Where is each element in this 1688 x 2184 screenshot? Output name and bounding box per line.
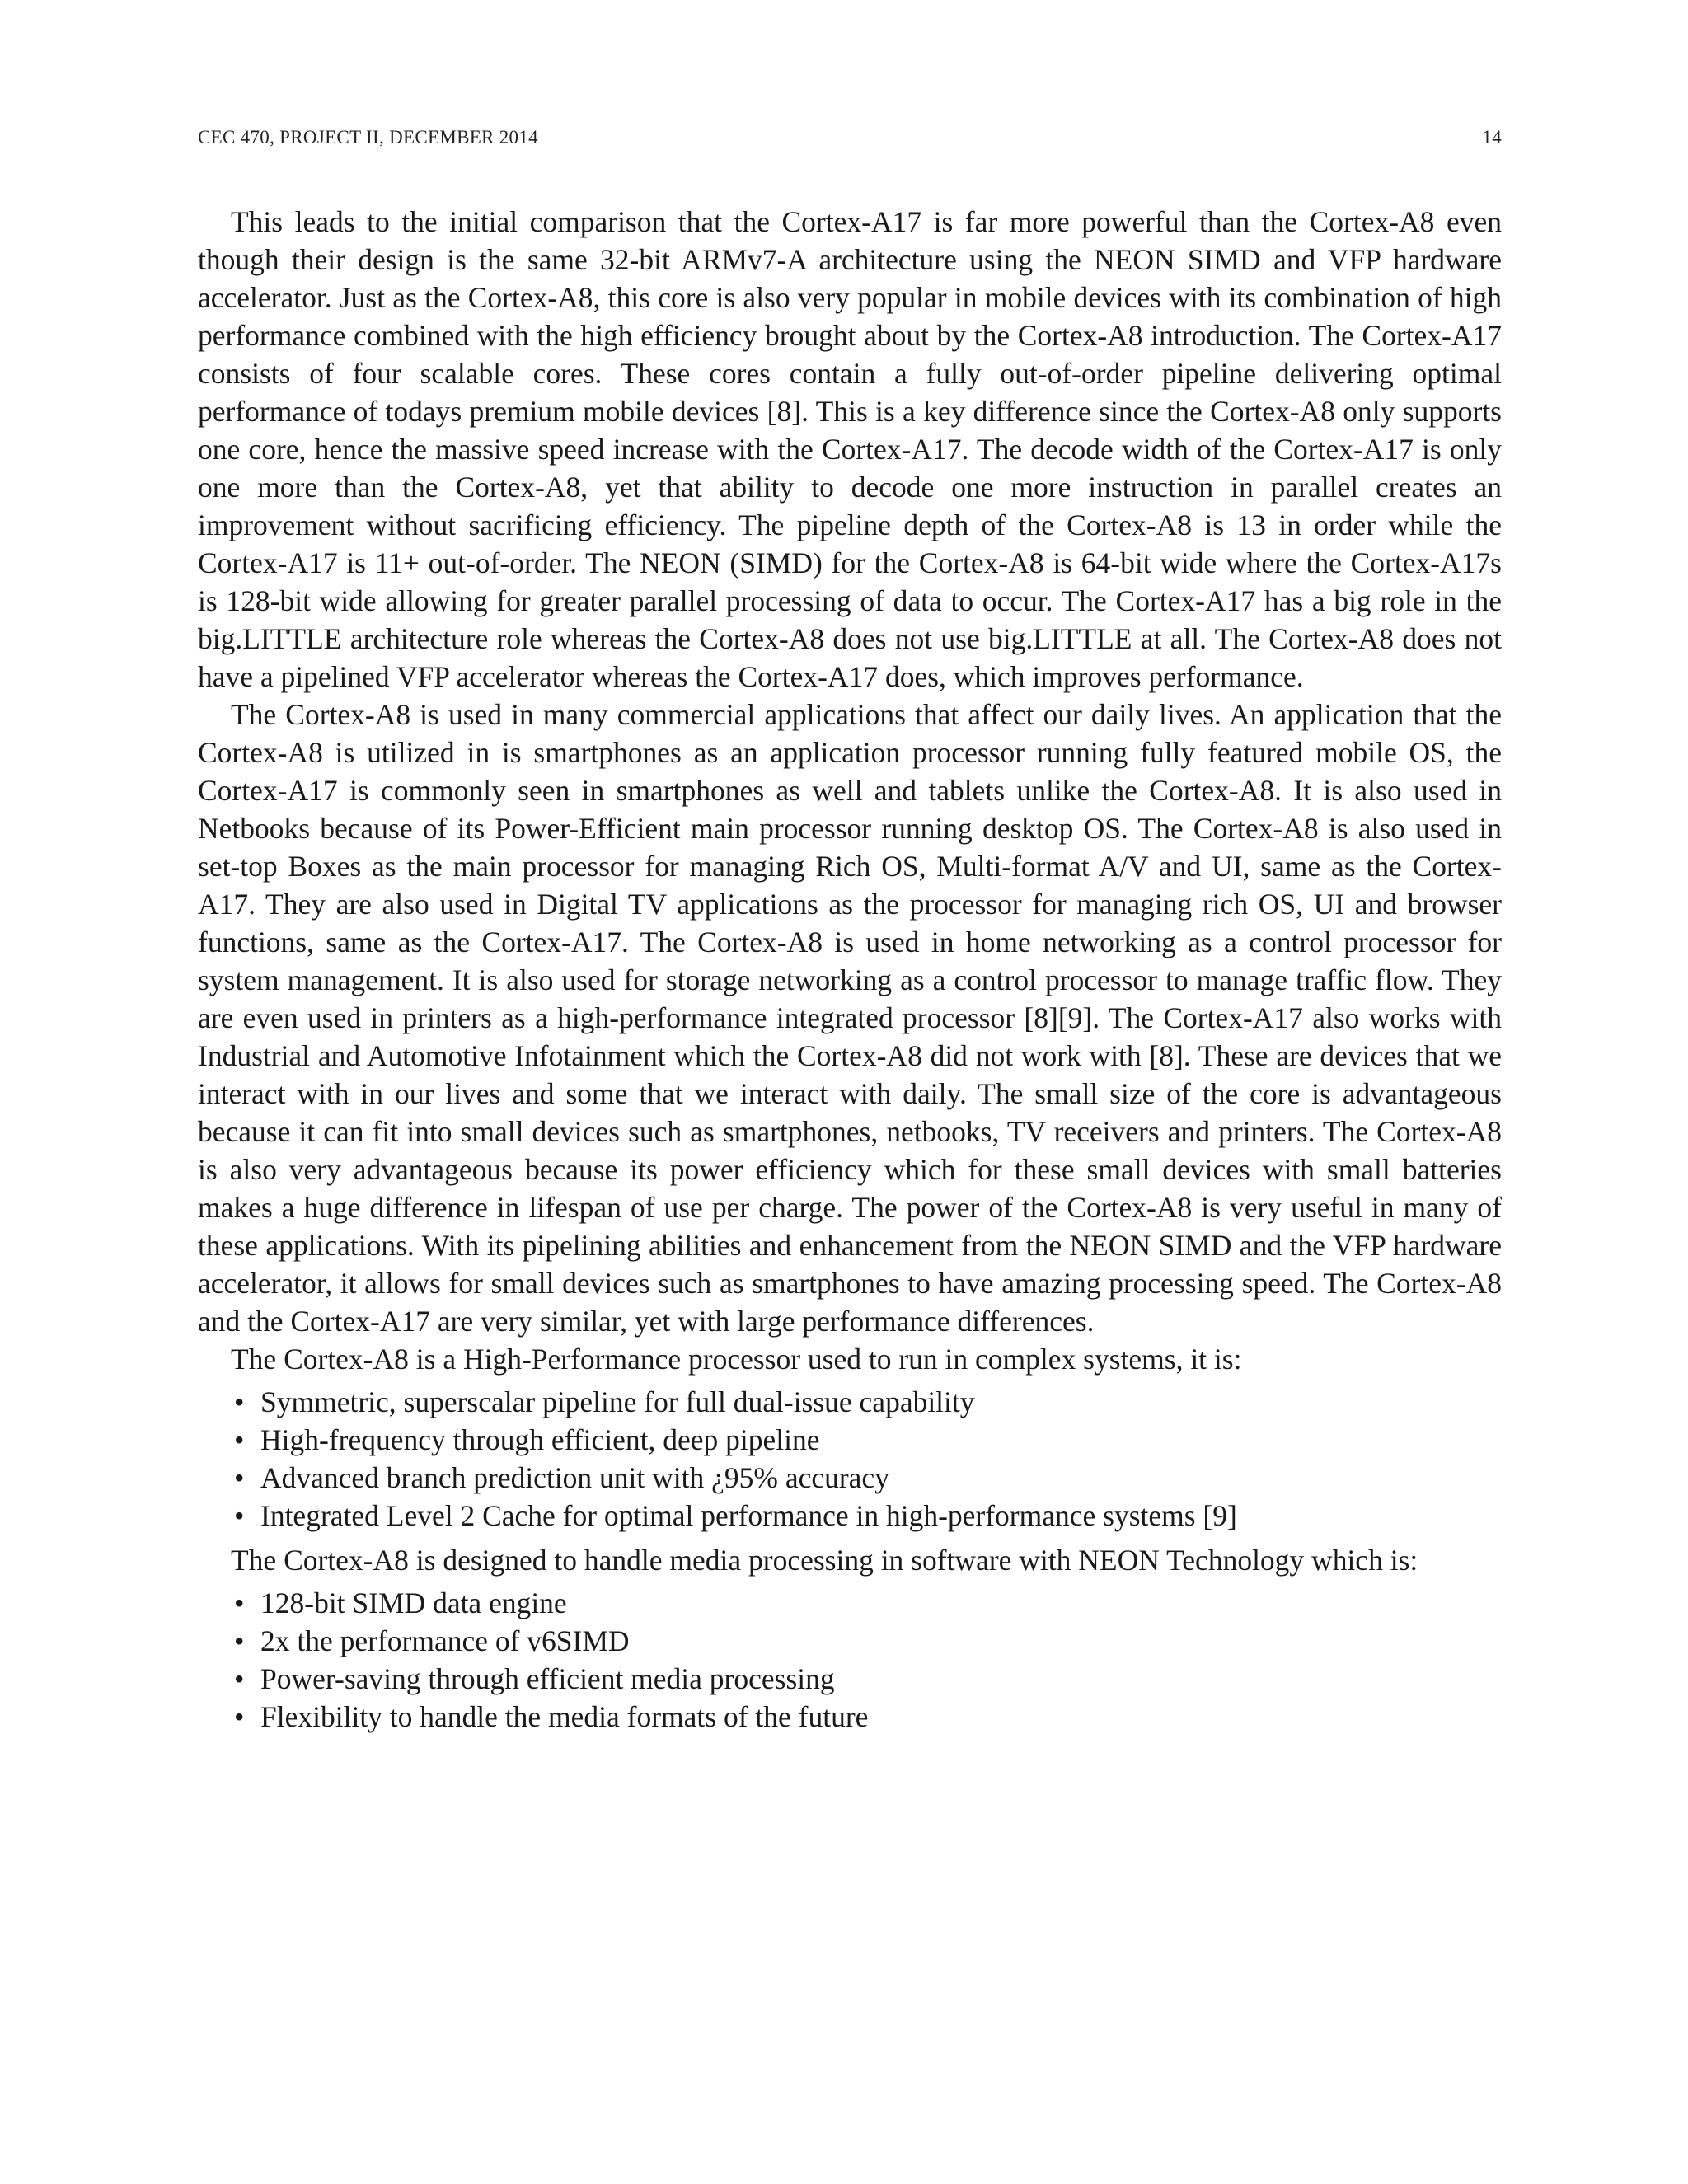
bullet-icon: •: [234, 1423, 245, 1456]
list-item: [231, 1459, 1502, 1497]
header-title: CEC 470, PROJECT II, DECEMBER 2014: [198, 127, 538, 148]
list-item: [231, 1660, 1502, 1698]
list-item-text: Flexibility to handle the media formats of the future: [260, 1700, 869, 1733]
paragraph-high-performance-intro: The Cortex-A8 is a High-Performance processor used to run in complex systems, it is:: [231, 1343, 1242, 1376]
bullet-icon: •: [234, 1385, 245, 1418]
page-number: 14: [1482, 127, 1502, 148]
list-item-text: Power-saving through efficient media processing: [260, 1662, 835, 1695]
paragraph-applications: The Cortex-A8 is used in many commercial applications that affect our daily lives. An application that the Cortex-A8 is utilized in is smartphones as an application processor running fully featured mobile OS, the Cortex-A17 is commonly seen in smartphones as well and tablets unlike the Cortex-A8. It is also used in Netbooks because of its Power-Efficient main processor running desktop OS. The Cortex-A8 is also used in set-top Boxes as the main processor for managing Rich OS, Multi-format A/V and UI, same as the Cortex-A17. They are also used in Digital TV applications as the processor for managing rich OS, UI and browser functions, same as the Cortex-A17. The Cortex-A8 is used in home networking as a control processor for system management. It is also used for storage networking as a control processor to manage traffic flow. They are even used in printers as a high-performance integrated processor [8][9]. The Cortex-A17 also works with Industrial and Automotive Infotainment which the Cortex-A8 did not work with [8]. These are devices that we interact with in our lives and some that we interact with daily. The small size of the core is advantageous because it can fit into small devices such as smartphones, netbooks, TV receivers and printers. The Cortex-A8 is also very advantageous because its power efficiency which for these small devices with small batteries makes a huge difference in lifespan of use per charge. The power of the Cortex-A8 is very useful in many of these applications. With its pipelining abilities and enhancement from the NEON SIMD and the VFP hardware accelerator, it allows for small devices such as smartphones to have amazing processing speed. The Cortex-A8 and the Cortex-A17 are very similar, yet with large performance differences.: [198, 698, 1502, 1338]
high-performance-feature-list: [198, 1383, 1502, 1535]
list-item-text: Symmetric, superscalar pipeline for full dual-issue capability: [260, 1385, 975, 1418]
list-item-text: Advanced branch prediction unit with ¿95% accuracy: [260, 1461, 889, 1494]
bullet-icon: •: [234, 1700, 245, 1733]
neon-feature-list: [198, 1584, 1502, 1736]
paragraph-comparison: This leads to the initial comparison that the Cortex-A17 is far more powerful than the Cortex-A8 even though their design is the same 32-bit ARMv7-A architecture using the NEON SIMD and VFP hardware accelerator. Just as the Cortex-A8, this core is also very popular in mobile devices with its combination of high performance combined with the high efficiency brought about by the Cortex-A8 introduction. The Cortex-A17 consists of four scalable cores. These cores contain a fully out-of-order pipeline delivering optimal performance of todays premium mobile devices [8]. This is a key difference since the Cortex-A8 only supports one core, hence the massive speed increase with the Cortex-A17. The decode width of the Cortex-A17 is only one more than the Cortex-A8, yet that ability to decode one more instruction in parallel creates an improvement without sacrificing efficiency. The pipeline depth of the Cortex-A8 is 13 in order while the Cortex-A17 is 11+ out-of-order. The NEON (SIMD) for the Cortex-A8 is 64-bit wide where the Cortex-A17s is 128-bit wide allowing for greater parallel processing of data to occur. The Cortex-A17 has a big role in the big.LITTLE architecture role whereas the Cortex-A8 does not use big.LITTLE at all. The Cortex-A8 does not have a pipelined VFP accelerator whereas the Cortex-A17 does, which improves performance.: [198, 205, 1502, 693]
list-item-text: 2x the performance of v6SIMD: [260, 1624, 630, 1657]
list-item: [231, 1421, 1502, 1459]
bullet-icon: •: [234, 1624, 245, 1657]
paragraph-neon-intro: The Cortex-A8 is designed to handle media processing in software with NEON Technology which is:: [231, 1544, 1418, 1577]
list-item-text: Integrated Level 2 Cache for optimal performance in high-performance systems [9]: [260, 1499, 1237, 1532]
list-item-text: 128-bit SIMD data engine: [260, 1586, 567, 1619]
list-item: [231, 1622, 1502, 1660]
list-item: [231, 1584, 1502, 1622]
bullet-icon: •: [234, 1586, 245, 1619]
list-item: [231, 1698, 1502, 1736]
list-item-text: High-frequency through efficient, deep pipeline: [260, 1423, 820, 1456]
bullet-icon: •: [234, 1662, 245, 1695]
list-item: [231, 1497, 1502, 1535]
list-item: [231, 1383, 1502, 1421]
bullet-icon: •: [234, 1461, 245, 1494]
bullet-icon: •: [234, 1499, 245, 1532]
body-text: [198, 203, 1502, 1742]
